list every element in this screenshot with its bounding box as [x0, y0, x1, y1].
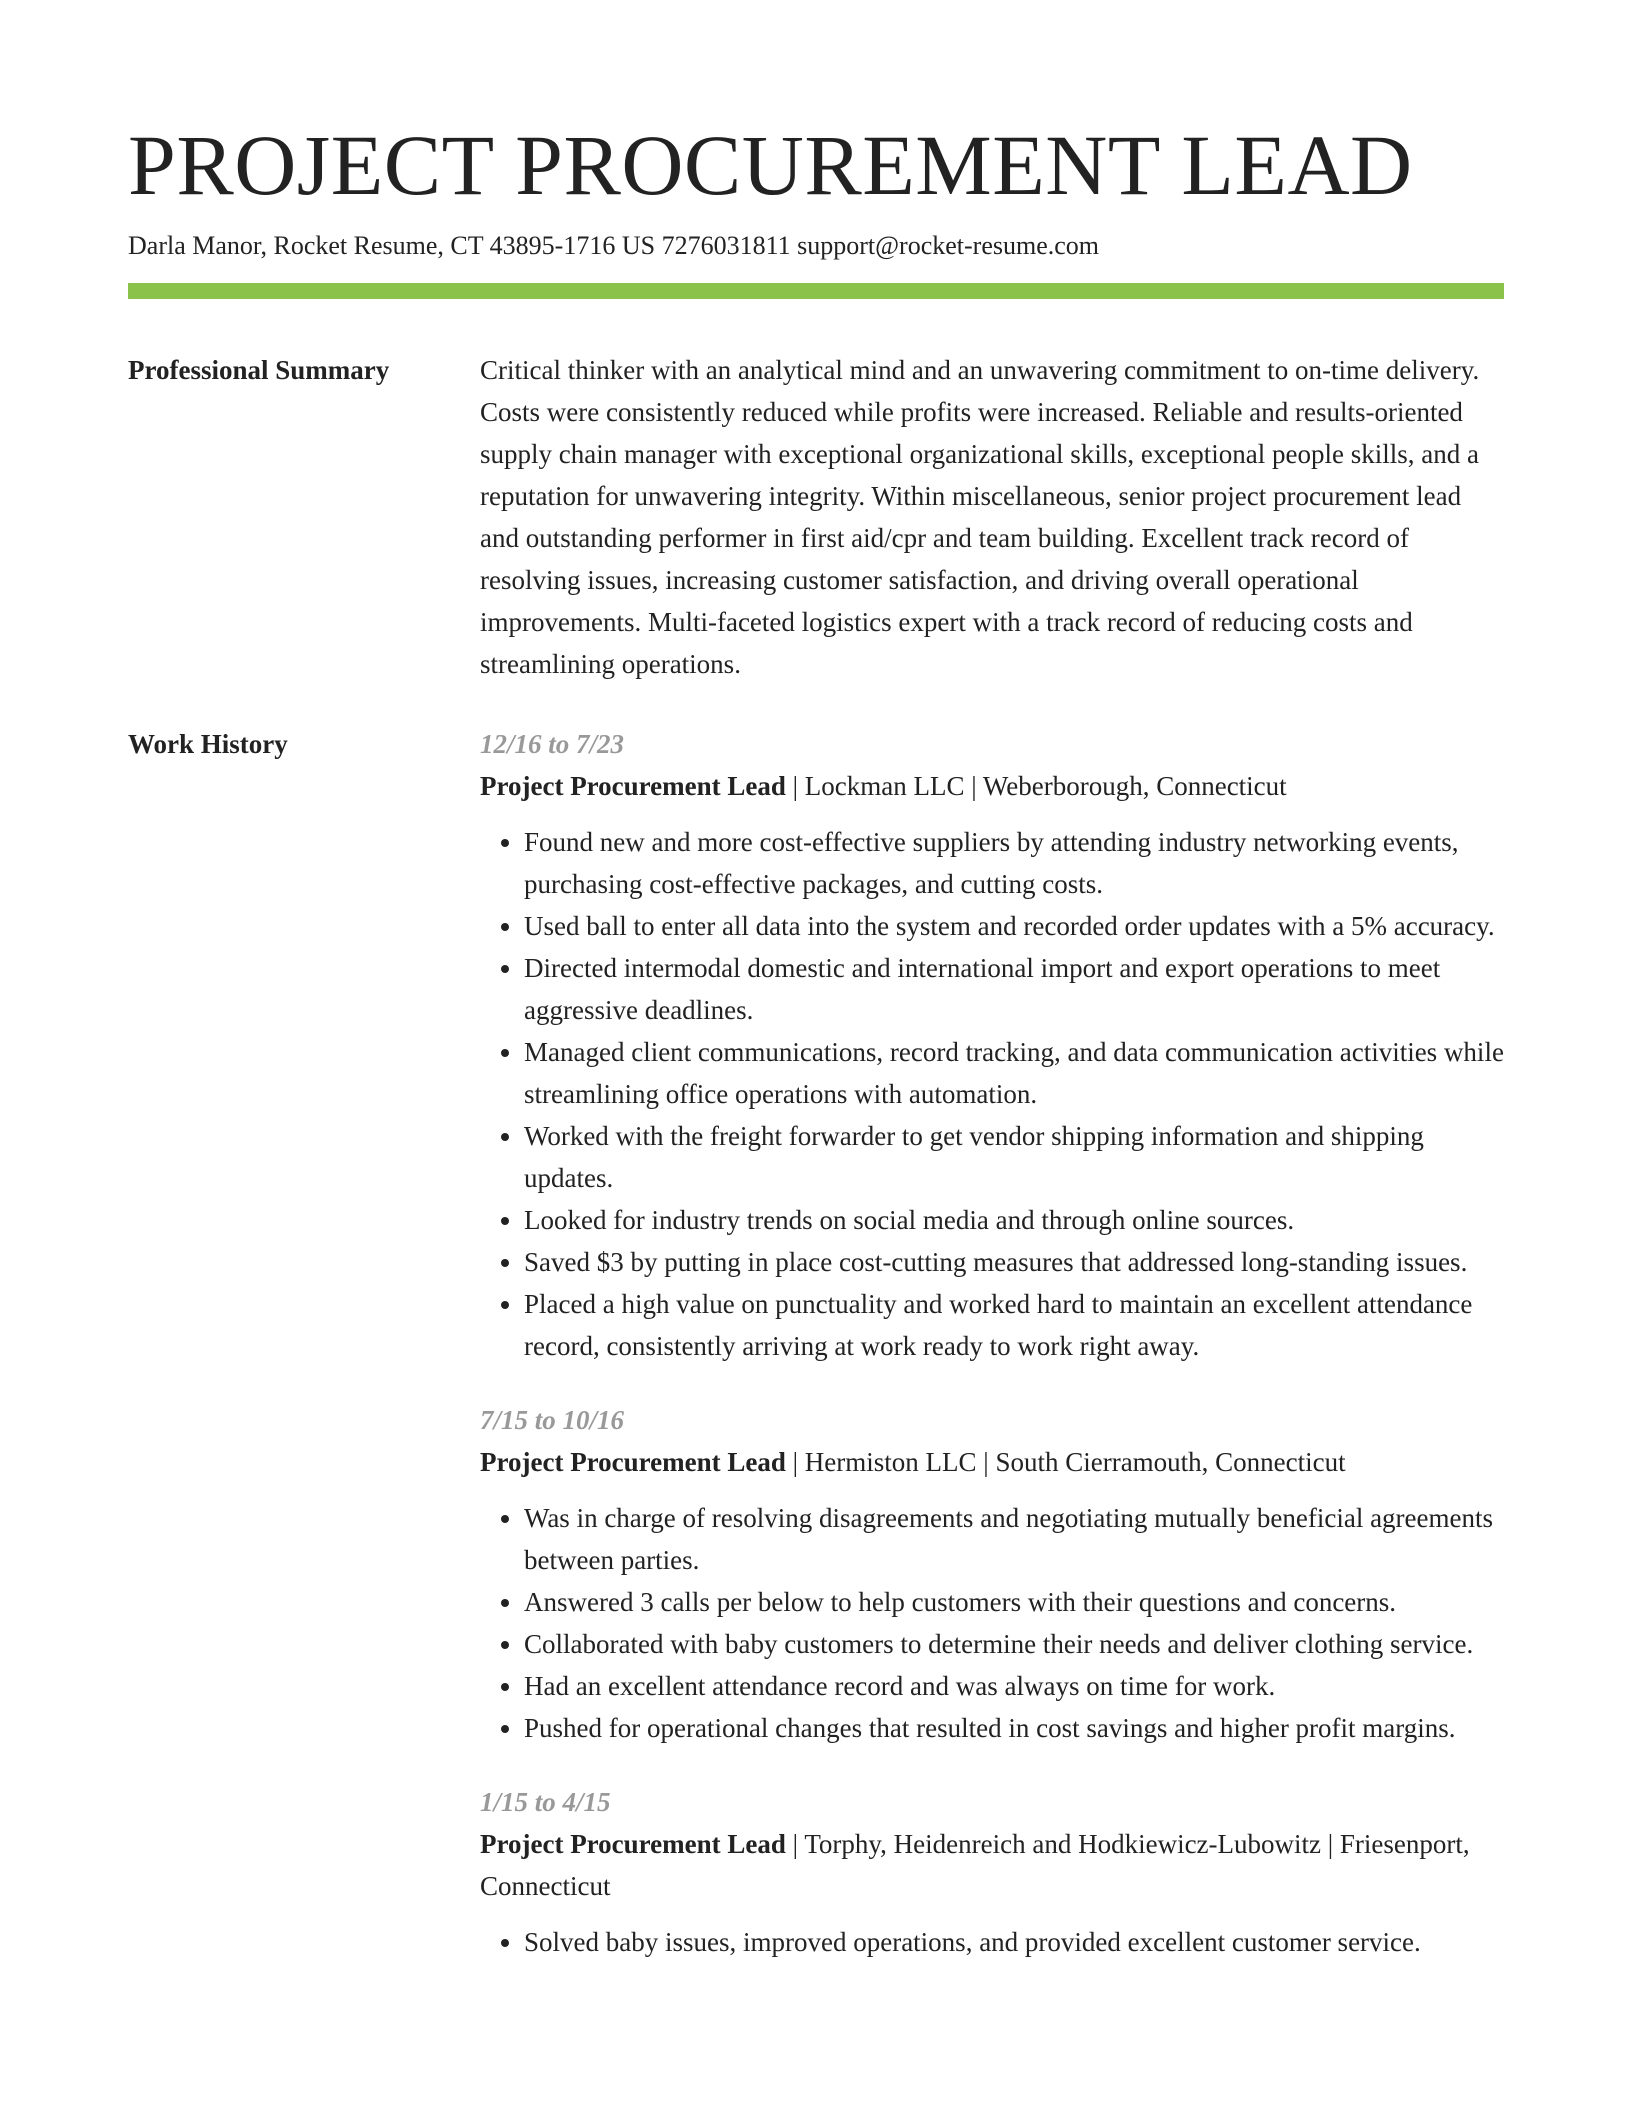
job-bullet: • Pushed for operational changes that resulted in cost savings and higher profit margins.: [524, 1707, 1504, 1749]
job-entry: [480, 1399, 1504, 1749]
resume-title: PROJECT PROCUREMENT LEAD: [128, 117, 1413, 213]
job-title-line: [480, 1441, 1504, 1483]
resume-page: [128, 118, 1504, 1995]
section-label-summary: Professional Summary: [128, 354, 390, 385]
job-dates: 12/16 to 7/23: [480, 728, 625, 759]
job-bullet: • Directed intermodal domestic and international import and export operations to meet aggressive deadlines.: [524, 947, 1504, 1031]
job-title: Project Procurement Lead: [480, 770, 786, 801]
job-entry: [480, 723, 1504, 1367]
job-title: Project Procurement Lead: [480, 1446, 786, 1477]
job-dates: 1/15 to 4/15: [480, 1786, 611, 1817]
job-bullet-list: [480, 1497, 1504, 1749]
job-bullet: • Solved baby issues, improved operations, and provided excellent customer service.: [524, 1921, 1504, 1963]
job-bullet: • Saved $3 by putting in place cost-cutting measures that addressed long-standing issues.: [524, 1241, 1504, 1283]
job-bullet: • Collaborated with baby customers to determine their needs and deliver clothing service.: [524, 1623, 1504, 1665]
summary-text: Critical thinker with an analytical mind and an unwavering commitment to on-time delivery. Costs were consistently reduced while profits were increased. Reliable and results-oriented supply chain manager with exceptional organizational skills, exceptional people skills, and a reputation for unwavering integrity. Within miscellaneous, senior project procurement lead and outstanding performer in first aid/cpr and team building. Excellent track record of resolving issues, increasing customer satisfaction, and driving overall operational improvements. Multi-faceted logistics expert with a track record of reducing costs and streamlining operations.: [480, 354, 1480, 679]
job-bullet: • Managed client communications, record tracking, and data communication activities while streamlining office operations with automation.: [524, 1031, 1504, 1115]
section-label-work-history: Work History: [128, 728, 288, 759]
job-title-line: [480, 1823, 1504, 1907]
job-company-location: | Lockman LLC | Weberborough, Connecticut: [785, 770, 1287, 801]
header-divider: [128, 283, 1504, 299]
job-company-location: | Hermiston LLC | South Cierramouth, Connecticut: [785, 1446, 1346, 1477]
job-bullet: • Looked for industry trends on social media and through online sources.: [524, 1199, 1504, 1241]
job-bullet-list: [480, 1921, 1504, 1963]
job-bullet: • Used ball to enter all data into the system and recorded order updates with a 5% accuracy.: [524, 905, 1504, 947]
job-bullet: • Worked with the freight forwarder to get vendor shipping information and shipping updates.: [524, 1115, 1504, 1199]
job-title-line: [480, 765, 1504, 807]
professional-summary-section: [128, 349, 1504, 685]
job-bullet: • Found new and more cost-effective suppliers by attending industry networking events, purchasing cost-effective packages, and cutting costs.: [524, 821, 1504, 905]
job-bullet-list: [480, 821, 1504, 1367]
job-bullet: • Answered 3 calls per below to help customers with their questions and concerns.: [524, 1581, 1504, 1623]
job-bullet: • Placed a high value on punctuality and worked hard to maintain an excellent attendance record, consistently arriving at work ready to work right away.: [524, 1283, 1504, 1367]
job-company-location: | Torphy, Heidenreich and Hodkiewicz-Lubowitz | Friesenport, Connecticut: [480, 1828, 1470, 1901]
work-history-section: [128, 723, 1504, 1995]
job-entry: [480, 1781, 1504, 1963]
job-bullet: • Had an excellent attendance record and was always on time for work.: [524, 1665, 1504, 1707]
job-dates: 7/15 to 10/16: [480, 1404, 625, 1435]
jobs-list: [480, 723, 1504, 1995]
job-title: Project Procurement Lead: [480, 1828, 786, 1859]
contact-info: Darla Manor, Rocket Resume, CT 43895-1716 US 7276031811 support@rocket-resume.com: [128, 230, 1100, 260]
job-bullet: • Was in charge of resolving disagreements and negotiating mutually beneficial agreements between parties.: [524, 1497, 1504, 1581]
